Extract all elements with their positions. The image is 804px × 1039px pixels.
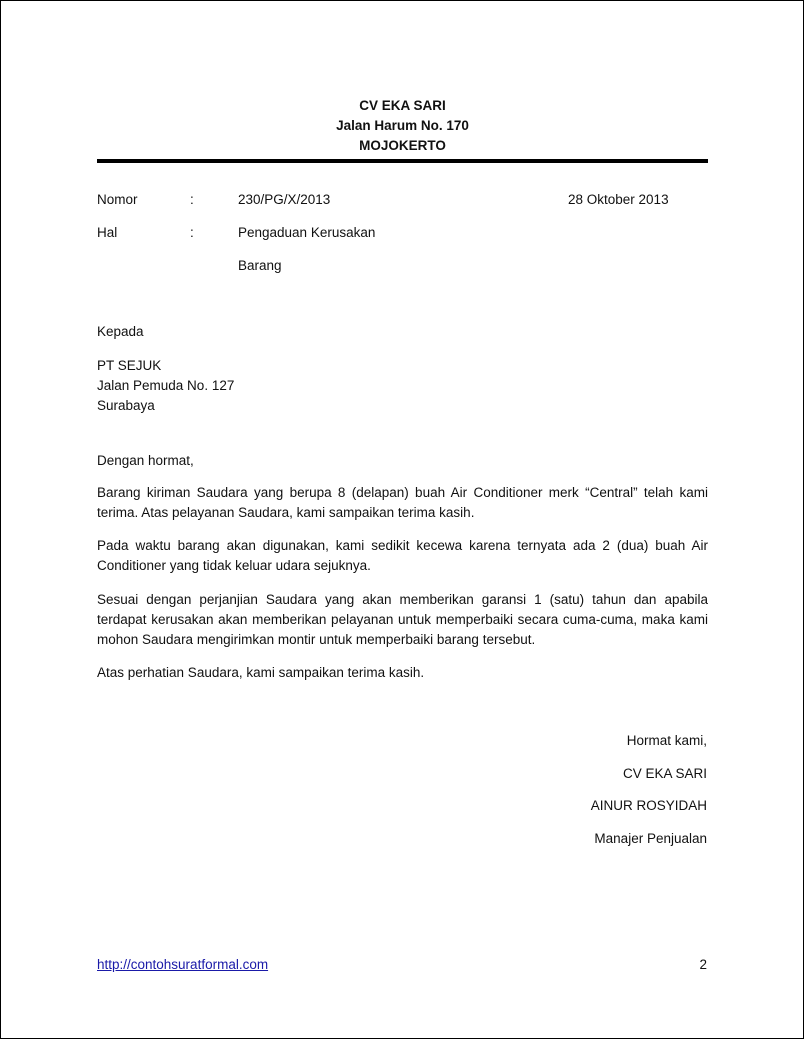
letterhead-company: CV EKA SARI (359, 98, 446, 113)
recipient-to: Kepada (97, 324, 144, 339)
signer-position: Manajer Penjualan (594, 831, 707, 846)
greeting: Dengan hormat, (97, 453, 194, 468)
body-paragraph-4: Atas perhatian Saudara, kami sampaikan terima kasih. (97, 665, 425, 680)
recipient-name: PT SEJUK (97, 358, 162, 373)
hal-colon: : (190, 225, 194, 240)
recipient-street: Jalan Pemuda No. 127 (97, 378, 235, 393)
hal-value-line1: Pengaduan Kerusakan (238, 225, 376, 240)
footer-link[interactable]: http://contohsuratformal.com (97, 957, 269, 972)
body-paragraph-1: Barang kiriman Saudara yang berupa 8 (delapan) buah Air Conditioner merk “Central” telah kami terima. Atas pelayanan Saudara, kami sampaikan terima kasih. (97, 485, 708, 520)
letterhead-divider (97, 159, 708, 163)
body-paragraph-3: Sesuai dengan perjanjian Saudara yang akan memberikan garansi 1 (satu) tahun dan apabila terdapat kerusakan akan memberikan pelayanan untuk memperbaiki secara cuma-cuma, maka kami mohon Saudara mengirimkan montir untuk memperbaiki barang tersebut. (97, 592, 708, 647)
hal-value-line2: Barang (238, 258, 282, 273)
nomor-value: 230/PG/X/2013 (238, 192, 331, 207)
page-number: 2 (699, 957, 707, 972)
nomor-label: Nomor (97, 192, 138, 207)
recipient-city: Surabaya (97, 398, 155, 413)
letterhead-city: MOJOKERTO (359, 138, 446, 153)
nomor-colon: : (190, 192, 194, 207)
letterhead-address: Jalan Harum No. 170 (336, 118, 469, 133)
hal-label: Hal (97, 225, 118, 240)
letter-date: 28 Oktober 2013 (568, 192, 669, 207)
closing-company: CV EKA SARI (622, 766, 707, 781)
body-paragraph-2: Pada waktu barang akan digunakan, kami sedikit kecewa karena ternyata ada 2 (dua) buah Air Conditioner yang tidak keluar udara sejuknya. (97, 538, 708, 573)
closing-regards: Hormat kami, (626, 733, 707, 748)
signer-name: AINUR ROSYIDAH (590, 798, 707, 813)
